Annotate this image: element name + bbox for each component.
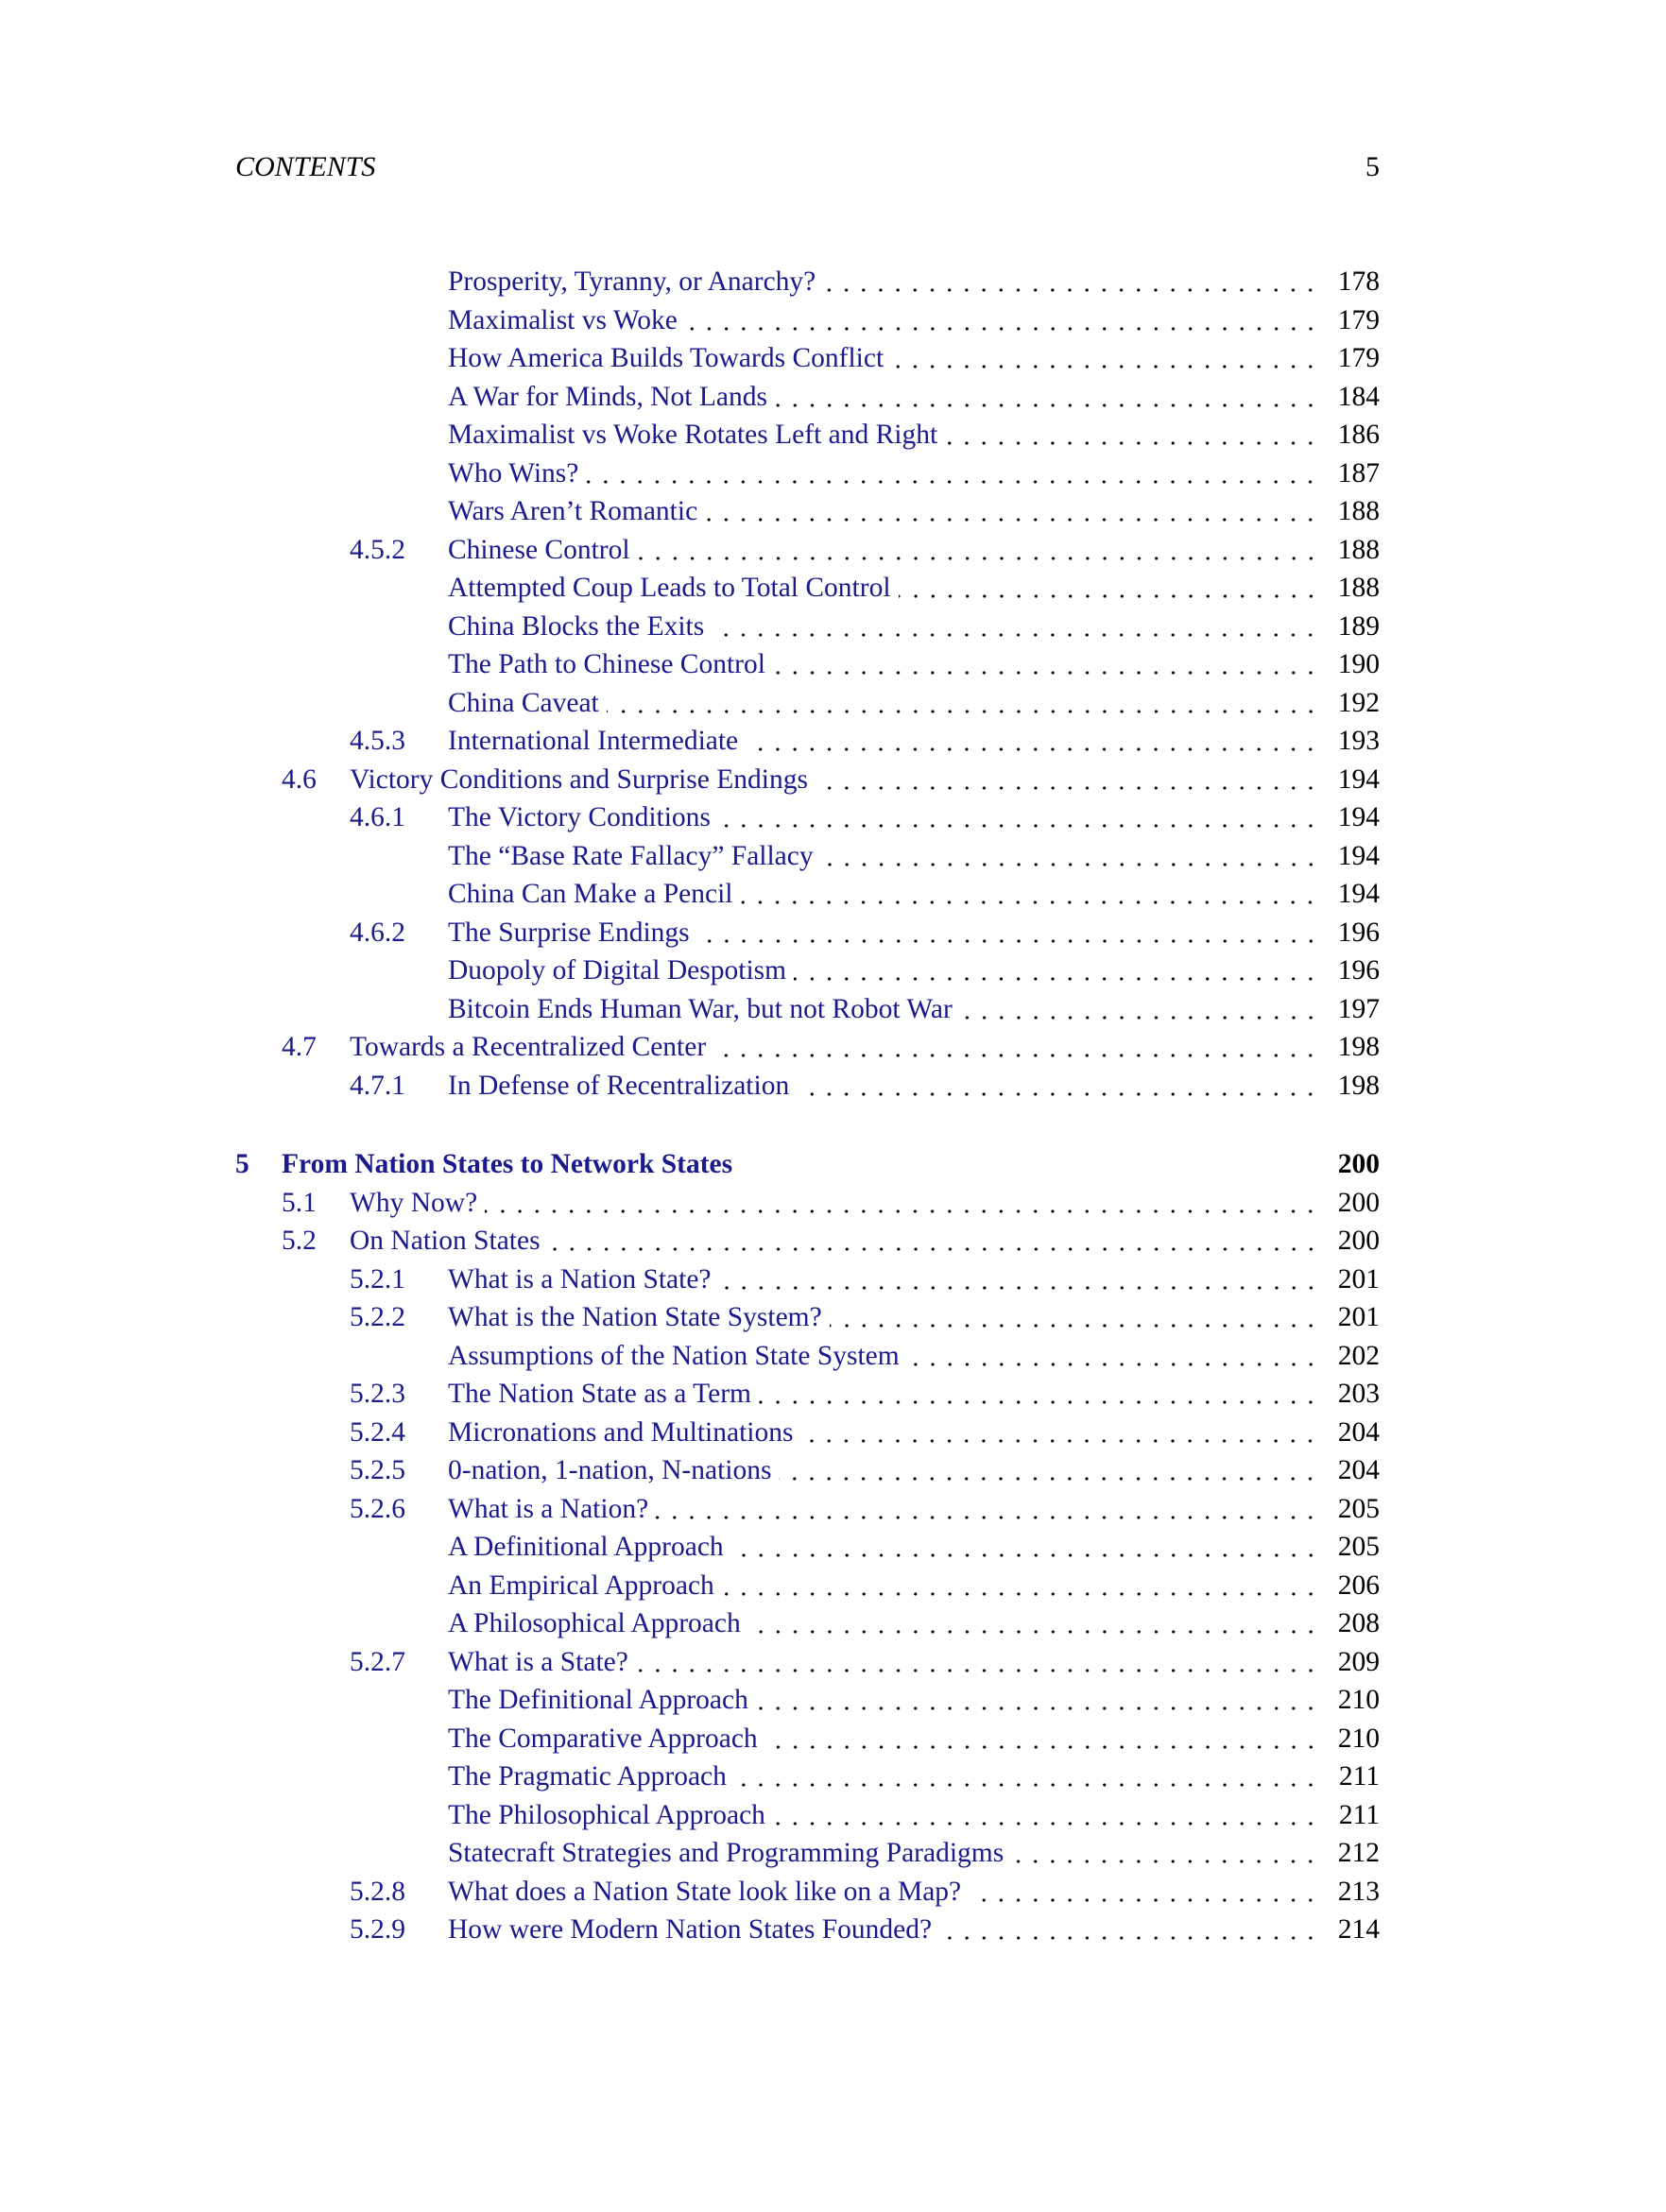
toc-entry[interactable] bbox=[235, 301, 1380, 339]
toc-entry-title[interactable]: What is the Nation State System? bbox=[448, 1302, 822, 1332]
toc-entry-title[interactable]: An Empirical Approach bbox=[448, 1569, 714, 1601]
toc-entry-title[interactable]: What is a Nation? bbox=[448, 1493, 649, 1524]
dot-leader bbox=[586, 466, 1319, 485]
toc-entry-number: 5.2.3 bbox=[350, 1379, 405, 1409]
toc-entry[interactable] bbox=[235, 454, 1380, 492]
toc-entry-page: 212 bbox=[1337, 1838, 1380, 1868]
toc-entry-page: 204 bbox=[1337, 1416, 1380, 1448]
toc-entry-number: 5.2.2 bbox=[350, 1302, 405, 1332]
toc-entry-number: 5.1 bbox=[282, 1187, 317, 1218]
toc-entry[interactable] bbox=[235, 1184, 1380, 1222]
toc-entry-number: 5.2.9 bbox=[350, 1914, 405, 1945]
toc-entry[interactable] bbox=[235, 761, 1380, 798]
dot-leader bbox=[656, 1501, 1319, 1520]
toc-entry[interactable] bbox=[235, 1337, 1380, 1375]
dot-leader bbox=[821, 849, 1319, 867]
toc-entry-page: 189 bbox=[1337, 610, 1380, 642]
toc-entry-page: 196 bbox=[1337, 917, 1380, 948]
toc-entry[interactable] bbox=[235, 1720, 1380, 1758]
toc-entry-title[interactable]: How were Modern Nation States Founded? bbox=[448, 1914, 933, 1945]
dot-leader bbox=[748, 1616, 1319, 1635]
dot-leader bbox=[830, 1310, 1319, 1329]
toc-entry[interactable] bbox=[235, 722, 1380, 760]
toc-entry-page: 211 bbox=[1338, 1761, 1380, 1792]
toc-entry-title[interactable]: China Can Make a Pencil bbox=[448, 879, 733, 909]
toc-entry-title[interactable]: Micronations and Multinations bbox=[448, 1416, 794, 1448]
toc-entry[interactable] bbox=[235, 952, 1380, 989]
toc-entry[interactable] bbox=[235, 531, 1380, 569]
toc-entry-title[interactable]: Statecraft Strategies and Programming Paradigms bbox=[448, 1838, 1005, 1868]
toc-entry-page: 202 bbox=[1337, 1340, 1380, 1371]
toc-entry[interactable] bbox=[235, 1028, 1380, 1066]
toc-entry-title[interactable]: Who Wins? bbox=[448, 457, 579, 489]
toc-entry[interactable] bbox=[235, 1834, 1380, 1872]
toc-entry[interactable] bbox=[235, 1604, 1380, 1642]
toc-entry[interactable] bbox=[235, 1681, 1380, 1719]
toc-entry[interactable] bbox=[235, 1873, 1380, 1911]
dot-leader bbox=[685, 313, 1319, 332]
toc-entry-page: 198 bbox=[1337, 1032, 1380, 1062]
toc-entry-page: 200 bbox=[1337, 1149, 1380, 1179]
dot-leader bbox=[773, 1808, 1319, 1826]
toc-entry[interactable] bbox=[235, 875, 1380, 913]
toc-entry[interactable] bbox=[235, 1067, 1380, 1105]
dot-leader bbox=[960, 1002, 1319, 1020]
toc-entry-page: 178 bbox=[1337, 266, 1380, 297]
toc-entry[interactable] bbox=[235, 1414, 1380, 1451]
toc-entry[interactable] bbox=[235, 645, 1380, 683]
dot-leader bbox=[1011, 1845, 1319, 1864]
toc-entry-page: 205 bbox=[1337, 1532, 1380, 1562]
dot-leader bbox=[712, 619, 1319, 638]
toc-entry[interactable] bbox=[235, 798, 1380, 836]
toc-entry[interactable] bbox=[235, 914, 1380, 952]
dot-leader bbox=[969, 1884, 1319, 1903]
toc-entry-page: 210 bbox=[1337, 1723, 1380, 1754]
dot-leader bbox=[797, 1078, 1319, 1097]
running-header-title: CONTENTS bbox=[235, 151, 376, 182]
dot-leader bbox=[907, 1348, 1319, 1367]
toc-entry-page: 192 bbox=[1337, 687, 1380, 718]
toc-entry-title[interactable]: In Defense of Recentralization bbox=[448, 1070, 790, 1101]
dot-leader bbox=[773, 657, 1319, 676]
toc-entry-number: 5.2.4 bbox=[350, 1416, 405, 1448]
toc-entry-title[interactable]: The Pragmatic Approach bbox=[448, 1761, 727, 1792]
dot-leader bbox=[705, 504, 1319, 523]
page-number: 5 bbox=[1365, 151, 1380, 182]
dot-leader bbox=[816, 772, 1319, 791]
toc-entry[interactable] bbox=[235, 1490, 1380, 1528]
toc-entry-page: 188 bbox=[1337, 573, 1380, 603]
toc-entry-title[interactable]: On Nation States bbox=[350, 1226, 541, 1256]
toc-entry-page: 211 bbox=[1338, 1799, 1380, 1830]
dot-leader bbox=[719, 1272, 1319, 1291]
dot-leader bbox=[779, 1463, 1319, 1482]
toc-entry-page: 213 bbox=[1337, 1876, 1380, 1907]
toc-entry[interactable] bbox=[235, 1298, 1380, 1336]
toc-entry[interactable] bbox=[235, 1528, 1380, 1566]
dot-leader bbox=[775, 389, 1319, 408]
toc-entry-title[interactable]: Duopoly of Digital Despotism bbox=[448, 955, 787, 986]
toc-entry-title[interactable]: Wars Aren’t Romantic bbox=[448, 496, 698, 526]
toc-entry[interactable] bbox=[235, 837, 1380, 875]
dot-leader bbox=[722, 1578, 1319, 1597]
toc-entry-page: 197 bbox=[1337, 993, 1380, 1024]
toc-entry-title[interactable]: Victory Conditions and Surprise Endings bbox=[350, 763, 808, 795]
toc-entry-title[interactable]: Towards a Recentralized Center bbox=[350, 1032, 707, 1062]
dot-leader bbox=[697, 925, 1319, 944]
dot-leader bbox=[899, 580, 1319, 599]
toc-entry-number: 5.2.5 bbox=[350, 1455, 405, 1485]
toc-entry-number: 4.7 bbox=[282, 1032, 317, 1062]
toc-entry-title[interactable]: A Definitional Approach bbox=[448, 1532, 724, 1562]
toc-entry[interactable] bbox=[235, 492, 1380, 530]
toc-entry-title[interactable]: Chinese Control bbox=[448, 534, 630, 565]
toc-entry-title[interactable]: Why Now? bbox=[350, 1187, 478, 1218]
toc-entry-page: 194 bbox=[1337, 763, 1380, 795]
dot-leader bbox=[718, 810, 1319, 829]
toc-entry[interactable] bbox=[235, 608, 1380, 645]
dot-leader bbox=[823, 274, 1319, 293]
toc-entry-title[interactable]: International Intermediate bbox=[448, 726, 739, 756]
toc-entry-title[interactable]: The Nation State as a Term bbox=[448, 1379, 751, 1409]
dot-leader bbox=[746, 733, 1319, 752]
dot-leader bbox=[607, 695, 1319, 714]
toc-entry[interactable] bbox=[235, 1567, 1380, 1604]
toc-entry-page: 206 bbox=[1337, 1569, 1380, 1601]
toc-entry-page: 200 bbox=[1337, 1187, 1380, 1218]
toc-entry-page: 179 bbox=[1337, 343, 1380, 373]
toc-entry-number: 5.2.8 bbox=[350, 1876, 405, 1907]
toc-entry-title[interactable]: Attempted Coup Leads to Total Control bbox=[448, 573, 891, 603]
toc-entry[interactable] bbox=[235, 378, 1380, 416]
toc-entry-page: 210 bbox=[1337, 1685, 1380, 1715]
toc-entry-page: 201 bbox=[1337, 1302, 1380, 1332]
toc-entry-page: 214 bbox=[1337, 1914, 1380, 1945]
toc-entry-page: 209 bbox=[1337, 1646, 1380, 1677]
toc-entry-number: 4.7.1 bbox=[350, 1070, 405, 1101]
toc-entry-page: 194 bbox=[1337, 802, 1380, 832]
toc-entry-title[interactable]: 0-nation, 1-nation, N-nations bbox=[448, 1455, 772, 1485]
toc-entry-title[interactable]: What is a Nation State? bbox=[448, 1263, 712, 1295]
dot-leader bbox=[638, 542, 1319, 561]
toc-entry-number: 4.6 bbox=[282, 763, 317, 795]
toc-entry-title[interactable]: A Philosophical Approach bbox=[448, 1608, 741, 1638]
dot-leader bbox=[713, 1039, 1319, 1058]
toc-entry-page: 193 bbox=[1337, 726, 1380, 756]
toc-entry-title[interactable]: Prosperity, Tyranny, or Anarchy? bbox=[448, 266, 816, 297]
toc-entry-page: 194 bbox=[1337, 879, 1380, 909]
toc-entry-page: 179 bbox=[1337, 304, 1380, 335]
toc-entry-page: 200 bbox=[1337, 1226, 1380, 1256]
dot-leader bbox=[485, 1195, 1319, 1214]
dot-leader bbox=[548, 1233, 1319, 1252]
toc-chapter-entry[interactable] bbox=[235, 1145, 1380, 1183]
toc-entry-page: 194 bbox=[1337, 840, 1380, 871]
toc-entry-title[interactable]: The Path to Chinese Control bbox=[448, 649, 765, 679]
dot-leader bbox=[945, 427, 1319, 446]
toc-entry-title[interactable]: China Caveat bbox=[448, 687, 599, 718]
dot-leader bbox=[734, 1769, 1319, 1788]
toc-entry[interactable] bbox=[235, 1451, 1380, 1489]
toc-entry-number: 5.2.7 bbox=[350, 1646, 405, 1677]
toc-entry-title[interactable]: The Surprise Endings bbox=[448, 917, 690, 948]
dot-leader bbox=[740, 1157, 1319, 1175]
toc-entry-title[interactable]: From Nation States to Network States bbox=[282, 1149, 733, 1179]
toc-entry-number: 5.2 bbox=[282, 1226, 317, 1256]
toc-entry-page: 188 bbox=[1337, 496, 1380, 526]
toc-entry-title[interactable]: The “Base Rate Fallacy” Fallacy bbox=[448, 840, 814, 871]
dot-leader bbox=[800, 1425, 1319, 1444]
toc-entry-title[interactable]: Bitcoin Ends Human War, but not Robot War bbox=[448, 993, 953, 1024]
toc-entry-title[interactable]: The Comparative Approach bbox=[448, 1723, 758, 1754]
toc-entry-page: 198 bbox=[1337, 1070, 1380, 1101]
toc-entry-title[interactable]: A War for Minds, Not Lands bbox=[448, 381, 767, 412]
toc-entry-title[interactable]: What is a State? bbox=[448, 1646, 628, 1677]
toc-entry[interactable] bbox=[235, 1911, 1380, 1948]
toc-entry[interactable] bbox=[235, 1796, 1380, 1834]
dot-leader bbox=[794, 963, 1319, 982]
toc-entry-page: 188 bbox=[1337, 534, 1380, 565]
toc-entry[interactable] bbox=[235, 1643, 1380, 1681]
toc-entry-number: 4.5.3 bbox=[350, 726, 405, 756]
toc-entry-page: 186 bbox=[1337, 420, 1380, 450]
dot-leader bbox=[765, 1731, 1319, 1750]
toc-entry-number: 4.5.2 bbox=[350, 534, 405, 565]
toc-entry[interactable] bbox=[235, 1375, 1380, 1413]
toc-entry-page: 190 bbox=[1337, 649, 1380, 679]
toc-entry-page: 203 bbox=[1337, 1379, 1380, 1409]
dot-leader bbox=[939, 1922, 1319, 1941]
toc-entry-title[interactable]: The Definitional Approach bbox=[448, 1685, 748, 1715]
toc-entry[interactable] bbox=[235, 339, 1380, 377]
toc-entry[interactable] bbox=[235, 1758, 1380, 1795]
toc-entry-number: 4.6.1 bbox=[350, 802, 405, 832]
toc-entry-page: 187 bbox=[1337, 457, 1380, 489]
toc-entry-title[interactable]: The Victory Conditions bbox=[448, 802, 711, 832]
dot-leader bbox=[636, 1655, 1319, 1673]
toc-entry-page: 208 bbox=[1337, 1608, 1380, 1638]
toc-entry-title[interactable]: How America Builds Towards Conflict bbox=[448, 343, 885, 373]
toc-entry[interactable] bbox=[235, 990, 1380, 1028]
toc-entry[interactable] bbox=[235, 1222, 1380, 1260]
toc-entry-page: 205 bbox=[1337, 1493, 1380, 1524]
toc-entry[interactable] bbox=[235, 416, 1380, 454]
toc-entry[interactable] bbox=[235, 1260, 1380, 1298]
toc-entry-page: 204 bbox=[1337, 1455, 1380, 1485]
toc-entry-title[interactable]: What does a Nation State look like on a Map? bbox=[448, 1876, 962, 1907]
toc-entry-number: 5.2.6 bbox=[350, 1493, 405, 1524]
toc-entry-page: 184 bbox=[1337, 381, 1380, 412]
toc-entry-title[interactable]: Maximalist vs Woke bbox=[448, 304, 678, 335]
toc-entry-title[interactable]: China Blocks the Exits bbox=[448, 610, 705, 642]
toc-entry-title[interactable]: Maximalist vs Woke Rotates Left and Right bbox=[448, 420, 938, 450]
toc-entry[interactable] bbox=[235, 569, 1380, 607]
toc-entry-title[interactable]: Assumptions of the Nation State System bbox=[448, 1340, 900, 1371]
dot-leader bbox=[891, 351, 1319, 369]
toc-entry-title[interactable]: The Philosophical Approach bbox=[448, 1799, 765, 1830]
dot-leader bbox=[759, 1386, 1319, 1405]
toc-entry-number: 5.2.1 bbox=[350, 1263, 405, 1295]
dot-leader bbox=[756, 1692, 1319, 1711]
dot-leader bbox=[740, 886, 1319, 905]
dot-leader bbox=[731, 1539, 1319, 1558]
toc-entry-page: 201 bbox=[1337, 1263, 1380, 1295]
toc-entry-page: 196 bbox=[1337, 955, 1380, 986]
toc-entry-number: 4.6.2 bbox=[350, 917, 405, 948]
toc-entry[interactable] bbox=[235, 263, 1380, 300]
toc-entry-number: 5 bbox=[235, 1149, 249, 1179]
toc-entry[interactable] bbox=[235, 684, 1380, 722]
